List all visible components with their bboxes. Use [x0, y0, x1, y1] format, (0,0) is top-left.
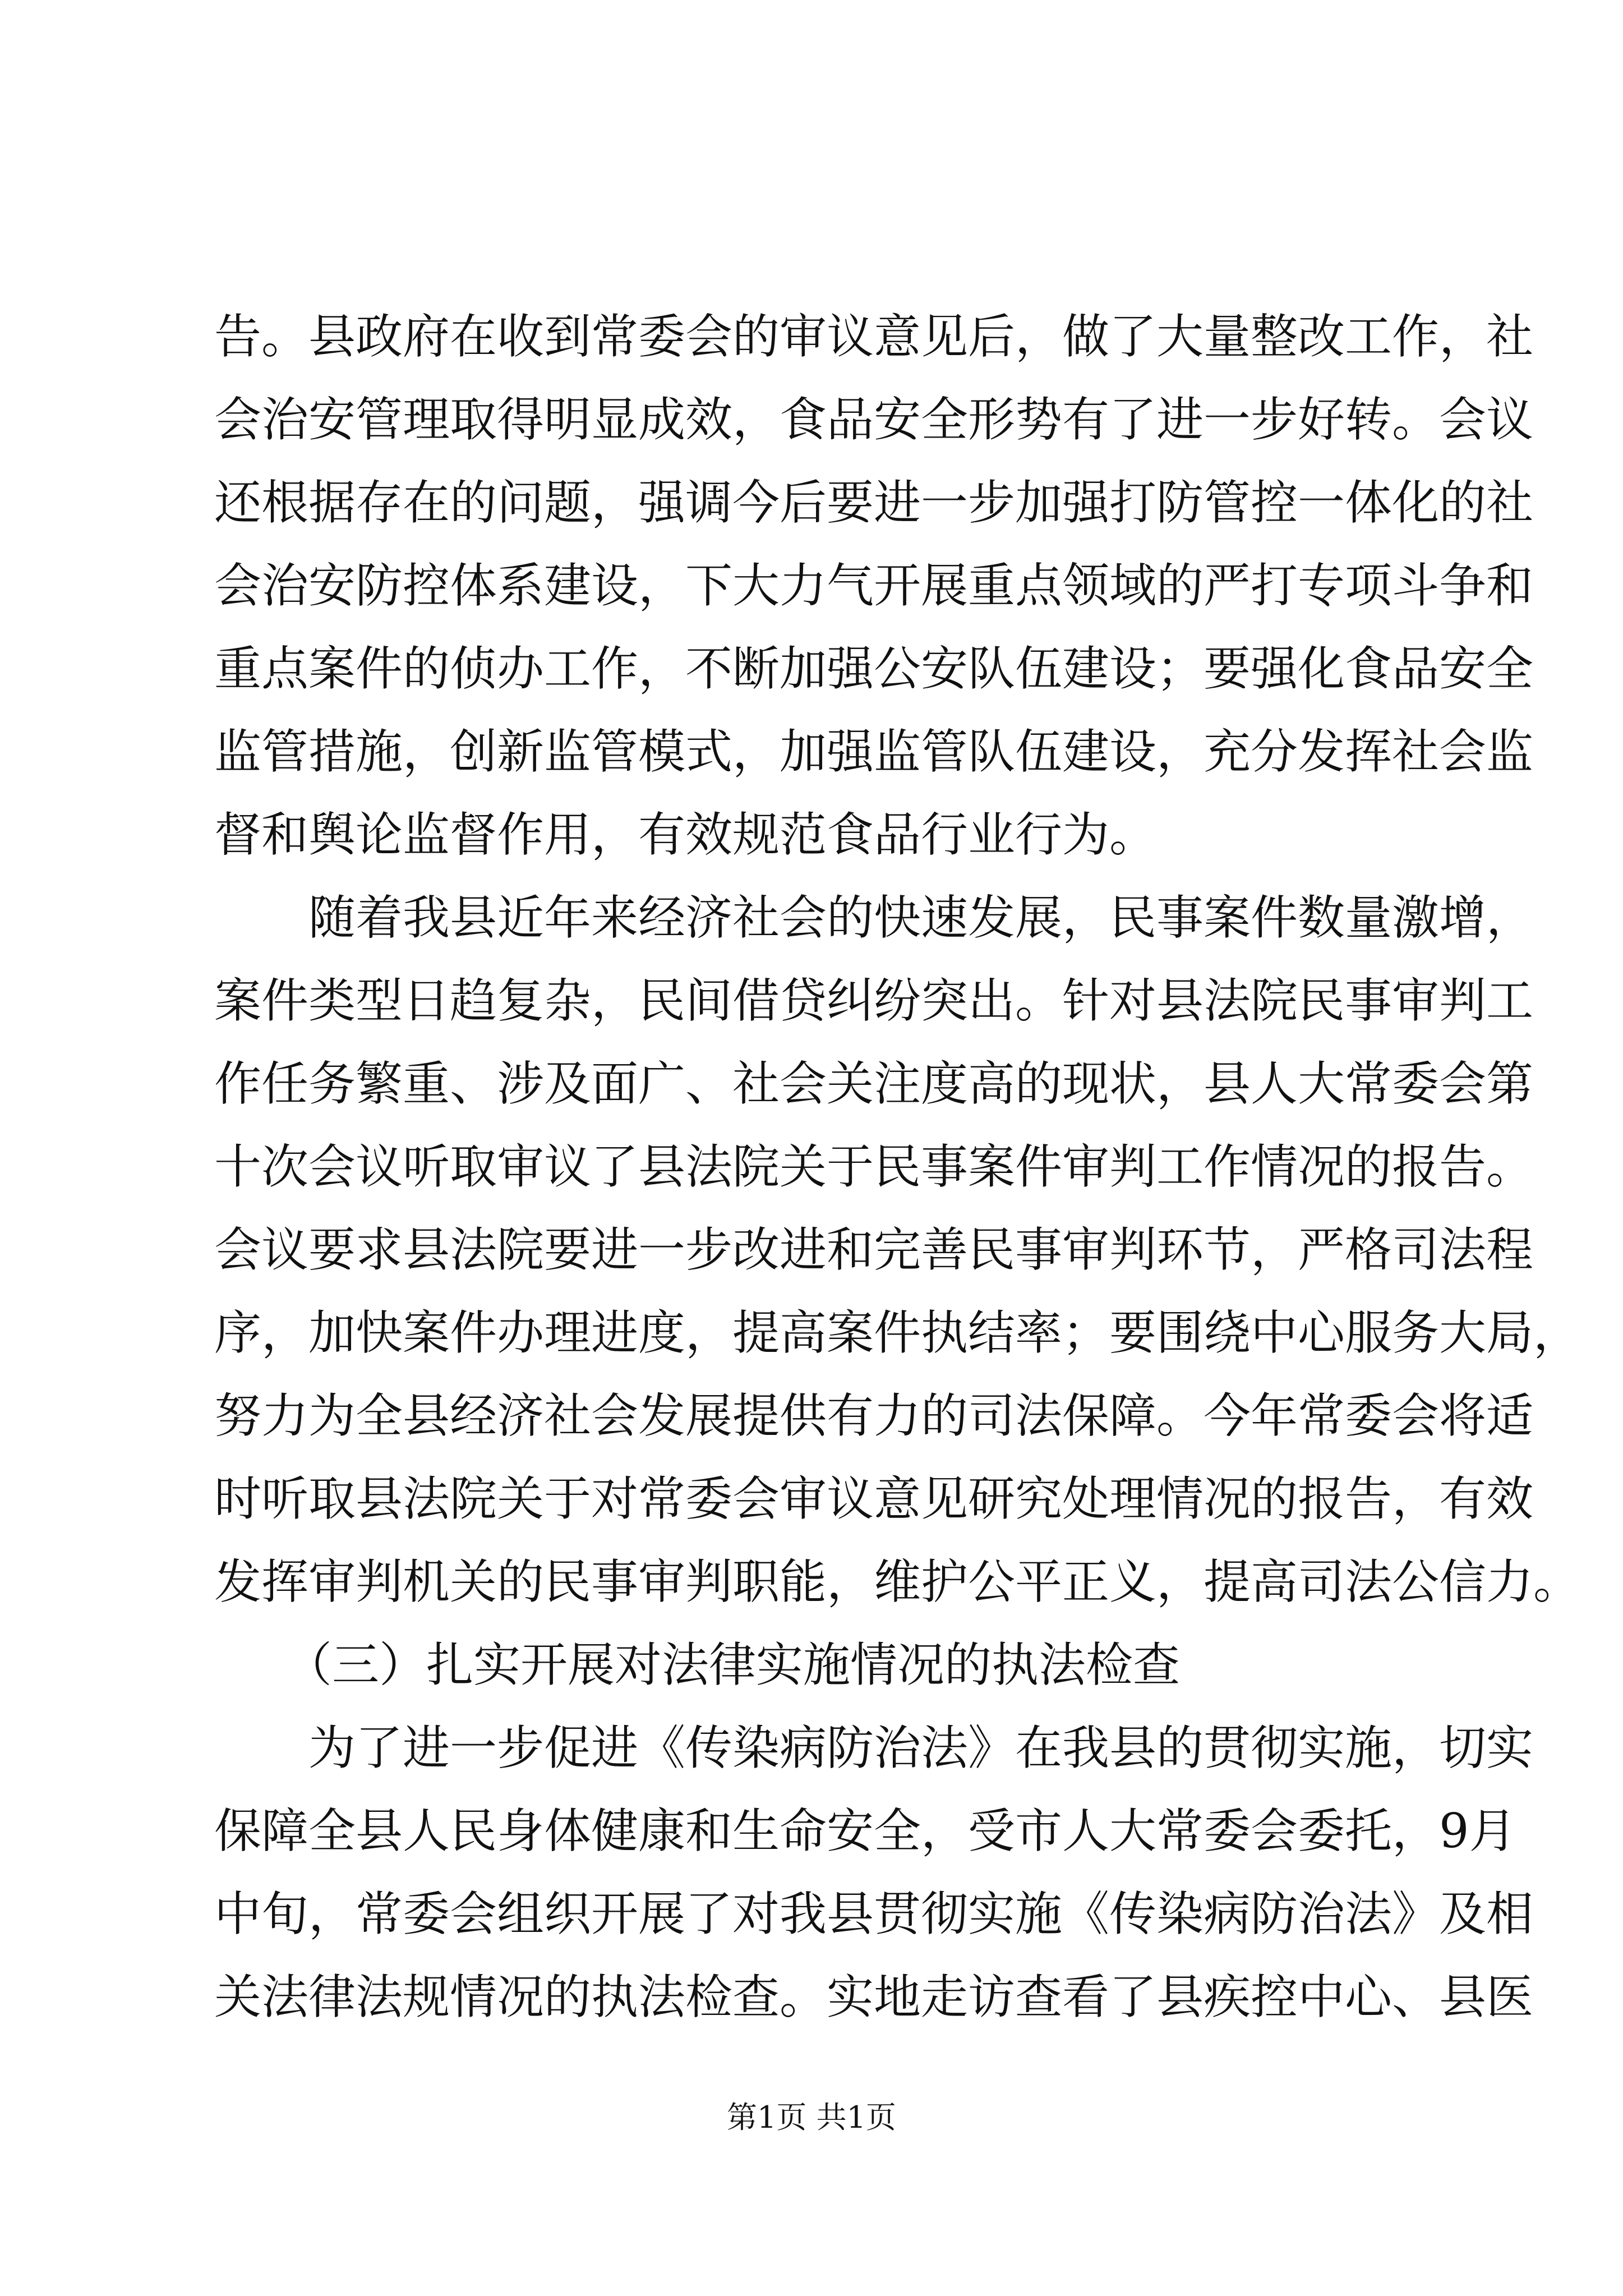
text-line: 作任务繁重、涉及面广、社会关注度高的现状，县人大常委会第	[214, 1056, 1534, 1111]
page-footer: 第1页 共1页	[727, 2100, 896, 2135]
text-line: 会议要求县法院要进一步改进和完善民事审判环节，严格司法程	[214, 1222, 1534, 1277]
text-line: 努力为全县经济社会发展提供有力的司法保障。今年常委会将适	[214, 1388, 1534, 1443]
text-line: 发挥审判机关的民事审判职能，维护公平正义，提高司法公信力。	[214, 1554, 1581, 1609]
text-line: 随着我县近年来经济社会的快速发展，民事案件数量激增，	[214, 890, 1534, 945]
text-line: 重点案件的侦办工作，不断加强公安队伍建设；要强化食品安全	[214, 641, 1534, 696]
text-line: 十次会议听取审议了县法院关于民事案件审判工作情况的报告。	[214, 1139, 1534, 1194]
text-line: 会治安防控体系建设，下大力气开展重点领域的严打专项斗争和	[214, 558, 1534, 613]
text-line: 中旬，常委会组织开展了对我县贯彻实施《传染病防治法》及相	[214, 1887, 1534, 1941]
text-line: 督和舆论监督作用，有效规范食品行业行为。	[214, 807, 1157, 862]
text-line: 时听取县法院关于对常委会审议意见研究处理情况的报告，有效	[214, 1471, 1534, 1526]
text-line: 关法律法规情况的执法检查。实地走访查看了县疾控中心、县医	[214, 1970, 1534, 2024]
section-heading: （三）扎实开展对法律实施情况的执法检查	[214, 1637, 1181, 1692]
text-line: 告。县政府在收到常委会的审议意见后，做了大量整改工作，社	[214, 309, 1534, 364]
text-line: 保障全县人民身体健康和生命安全，受市人大常委会委托，9月	[214, 1803, 1516, 1858]
text-line: 还根据存在的问题，强调今后要进一步加强打防管控一体化的社	[214, 475, 1534, 530]
text-line: 会治安管理取得明显成效，食品安全形势有了进一步好转。会议	[214, 392, 1534, 447]
text-line: 序，加快案件办理进度，提高案件执结率；要围绕中心服务大局，	[214, 1305, 1581, 1360]
text-line: 案件类型日趋复杂，民间借贷纠纷突出。针对县法院民事审判工	[214, 973, 1534, 1028]
text-line: 为了进一步促进《传染病防治法》在我县的贯彻实施，切实	[214, 1720, 1534, 1775]
text-line: 监管措施，创新监管模式，加强监管队伍建设，充分发挥社会监	[214, 724, 1534, 779]
